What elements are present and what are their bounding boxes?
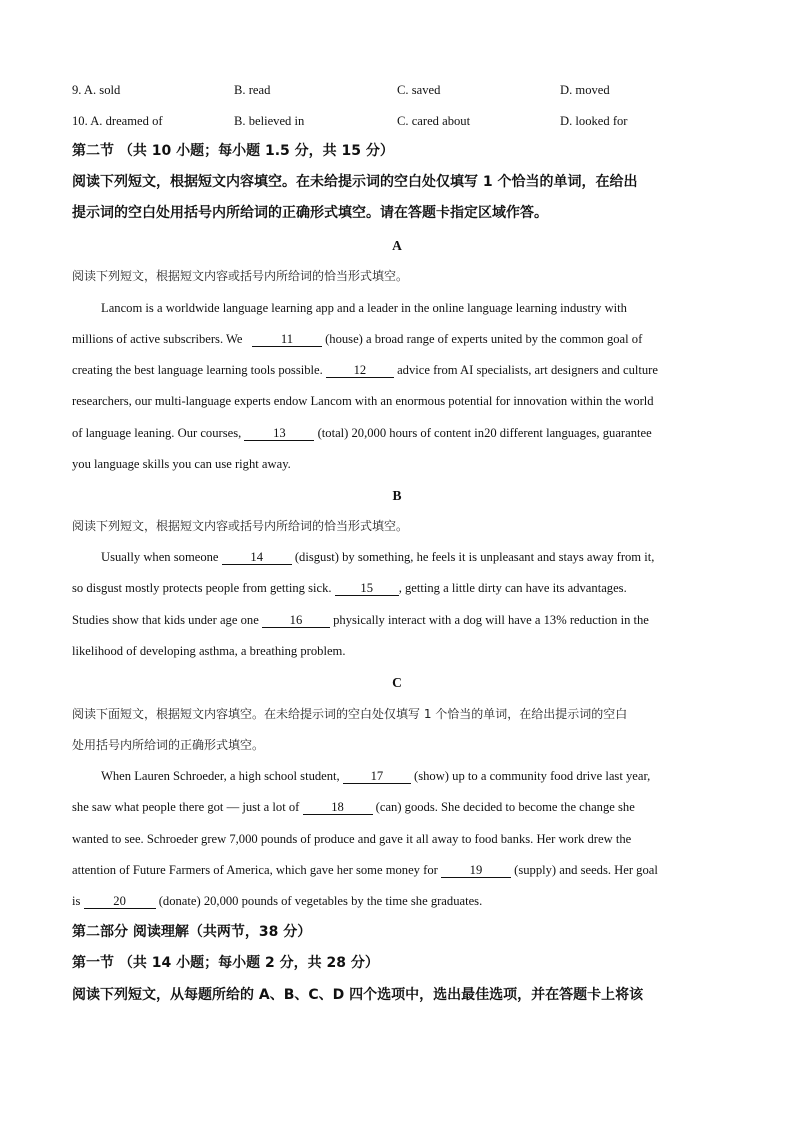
text: she saw what people there got — just a lot of — [72, 800, 300, 814]
section-heading: 第一节 （共 14 小题；每小题 2 分，共 28 分） — [72, 955, 379, 971]
blank-16[interactable]: 16 — [262, 613, 330, 628]
passage-label: C — [392, 675, 402, 690]
passage-line — [72, 549, 751, 565]
text: When Lauren Schroeder, a high school student, — [101, 769, 340, 783]
passage-label: B — [392, 488, 402, 503]
option-d: D. moved — [560, 83, 610, 97]
text: (house) a broad range of experts united by the common goal of — [325, 332, 643, 346]
option-row-9 — [72, 82, 722, 98]
passage-instruction: 阅读下面短文，根据短文内容填空。在未给提示词的空白处仅填写 1 个恰当的单词，在给出提示词的空白 — [72, 707, 628, 721]
option-c: C. cared about — [397, 114, 471, 128]
passage-line: wanted to see. Schroeder grew 7,000 pounds of produce and gave it all away to food banks. Her work drew the — [72, 832, 632, 846]
passage-line: you language skills you can use right away. — [72, 457, 291, 471]
text: so disgust mostly protects people from getting sick. — [72, 581, 332, 595]
text: millions of active subscribers. We — [72, 332, 243, 346]
text: (disgust) by something, he feels it is unpleasant and stays away from it, — [294, 550, 655, 564]
text: (show) up to a community food drive last year, — [414, 769, 651, 783]
option-row-10 — [72, 113, 722, 129]
option-b: B. believed in — [234, 114, 305, 128]
blank-15[interactable]: 15 — [335, 581, 399, 596]
text: physically interact with a dog will have a 13% reduction in the — [333, 613, 649, 627]
blank-17[interactable]: 17 — [343, 769, 411, 784]
blank-18[interactable]: 18 — [303, 800, 373, 815]
passage-line — [72, 862, 722, 878]
text: is — [72, 894, 81, 908]
text: attention of Future Farmers of America, which gave her some money for — [72, 863, 438, 877]
option-d: D. looked for — [560, 114, 628, 128]
blank-20[interactable]: 20 — [84, 894, 156, 909]
section-instruction: 阅读下列短文，根据短文内容填空。在未给提示词的空白处仅填写 1 个恰当的单词，在给出 — [72, 174, 638, 190]
text: creating the best language learning tools possible. — [72, 363, 323, 377]
text: (can) goods. She decided to become the change she — [375, 800, 635, 814]
passage-line — [72, 768, 751, 784]
blank-11[interactable]: 11 — [252, 332, 322, 347]
text: advice from AI specialists, art designers and culture — [397, 363, 658, 377]
text: Studies show that kids under age one — [72, 613, 259, 627]
section-heading: 第二节 （共 10 小题；每小题 1.5 分，共 15 分） — [72, 143, 394, 159]
text: Usually when someone — [101, 550, 219, 564]
passage-label: A — [392, 238, 402, 253]
passage-instruction: 处用括号内所给词的正确形式填空。 — [72, 738, 265, 752]
blank-12[interactable]: 12 — [326, 363, 394, 378]
blank-13[interactable]: 13 — [244, 426, 314, 441]
passage-line — [72, 799, 722, 815]
part-heading: 第二部分 阅读理解（共两节，38 分） — [72, 924, 312, 940]
option-a: 10. A. dreamed of — [72, 114, 163, 128]
blank-19[interactable]: 19 — [441, 863, 511, 878]
option-a: 9. A. sold — [72, 83, 121, 97]
text: (total) 20,000 hours of content in20 different languages, guarantee — [317, 426, 652, 440]
option-c: C. saved — [397, 83, 441, 97]
section-instruction: 阅读下列短文，从每题所给的 A、B、C、D 四个选项中，选出最佳选项，并在答题卡上将该 — [72, 987, 644, 1003]
text: (donate) 20,000 pounds of vegetables by the time she graduates. — [158, 894, 483, 908]
passage-line: Lancom is a worldwide language learning app and a leader in the online language learning industry with — [101, 301, 627, 315]
text: of language leaning. Our courses, — [72, 426, 242, 440]
passage-line — [72, 893, 722, 909]
blank-14[interactable]: 14 — [222, 550, 292, 565]
text: (supply) and seeds. Her goal — [514, 863, 658, 877]
passage-line — [72, 362, 722, 378]
passage-line: likelihood of developing asthma, a breathing problem. — [72, 644, 346, 658]
section-instruction: 提示词的空白处用括号内所给词的正确形式填空。请在答题卡指定区域作答。 — [72, 205, 548, 221]
option-b: B. read — [234, 83, 271, 97]
passage-instruction: 阅读下列短文，根据短文内容或括号内所给词的恰当形式填空。 — [72, 519, 409, 533]
passage-line — [72, 331, 722, 347]
passage-line — [72, 612, 722, 628]
passage-line: researchers, our multi-language experts endow Lancom with an enormous potential for innovation within the world — [72, 394, 654, 408]
passage-line — [72, 580, 722, 596]
text: , getting a little dirty can have its advantages. — [398, 581, 627, 595]
passage-instruction: 阅读下列短文，根据短文内容或括号内所给词的恰当形式填空。 — [72, 269, 409, 283]
passage-line — [72, 425, 722, 441]
